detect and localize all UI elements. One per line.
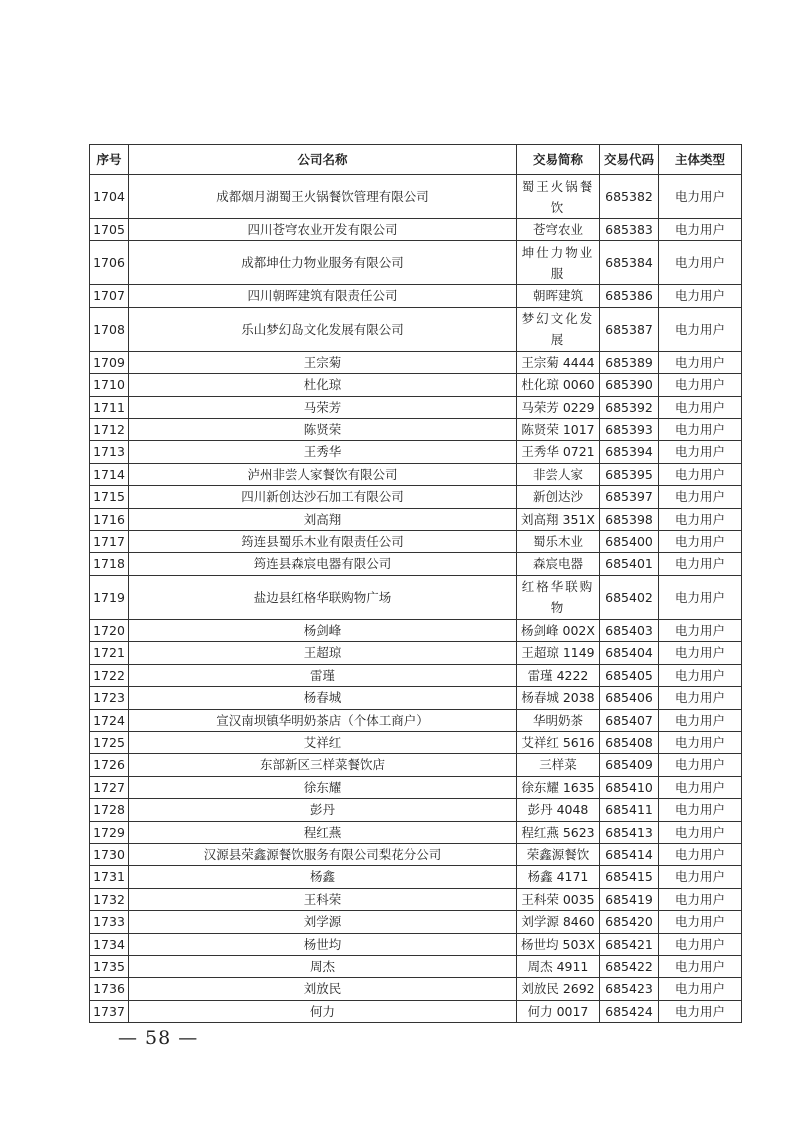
cell-trade-code: 685423 — [600, 978, 659, 1000]
cell-company-name: 东部新区三样菜餐饮店 — [129, 754, 517, 776]
cell-company-name: 成都烟月湖蜀王火锅餐饮管理有限公司 — [129, 175, 517, 219]
cell-seq: 1711 — [90, 396, 129, 418]
header-trade-code: 交易代码 — [600, 145, 659, 175]
header-trade-short-name: 交易简称 — [517, 145, 600, 175]
cell-seq: 1712 — [90, 419, 129, 441]
table-row — [90, 553, 742, 575]
cell-trade-short-name: 雷瑾 4222 — [517, 664, 600, 686]
cell-company-name: 刘高翔 — [129, 508, 517, 530]
table-row — [90, 664, 742, 686]
cell-trade-code: 685411 — [600, 799, 659, 821]
cell-trade-code: 685398 — [600, 508, 659, 530]
cell-trade-short-name: 蜀王火锅餐饮 — [517, 175, 600, 219]
cell-trade-code: 685401 — [600, 553, 659, 575]
cell-trade-code: 685404 — [600, 642, 659, 664]
table-row — [90, 486, 742, 508]
cell-trade-short-name: 徐东耀 1635 — [517, 776, 600, 798]
cell-company-name: 杨鑫 — [129, 866, 517, 888]
cell-seq: 1704 — [90, 175, 129, 219]
cell-trade-short-name: 红格华联购物 — [517, 575, 600, 619]
cell-trade-short-name: 坤仕力物业服 — [517, 241, 600, 285]
cell-entity-type: 电力用户 — [659, 776, 742, 798]
cell-seq: 1729 — [90, 821, 129, 843]
cell-entity-type: 电力用户 — [659, 419, 742, 441]
cell-seq: 1723 — [90, 687, 129, 709]
cell-company-name: 成都坤仕力物业服务有限公司 — [129, 241, 517, 285]
cell-entity-type: 电力用户 — [659, 575, 742, 619]
cell-company-name: 乐山梦幻岛文化发展有限公司 — [129, 307, 517, 351]
cell-seq: 1735 — [90, 955, 129, 977]
cell-company-name: 程红燕 — [129, 821, 517, 843]
cell-trade-short-name: 苍穹农业 — [517, 219, 600, 241]
cell-trade-short-name: 王宗菊 4444 — [517, 351, 600, 373]
cell-trade-code: 685389 — [600, 351, 659, 373]
cell-entity-type: 电力用户 — [659, 219, 742, 241]
table-row — [90, 955, 742, 977]
cell-trade-short-name: 蜀乐木业 — [517, 531, 600, 553]
cell-trade-short-name: 王超琼 1149 — [517, 642, 600, 664]
page-number: — 58 — — [118, 1027, 199, 1049]
company-table — [89, 144, 742, 1023]
cell-trade-code: 685382 — [600, 175, 659, 219]
cell-seq: 1708 — [90, 307, 129, 351]
cell-seq: 1707 — [90, 285, 129, 307]
cell-trade-short-name: 杨鑫 4171 — [517, 866, 600, 888]
cell-entity-type: 电力用户 — [659, 531, 742, 553]
cell-seq: 1713 — [90, 441, 129, 463]
cell-trade-short-name: 程红燕 5623 — [517, 821, 600, 843]
table-row — [90, 419, 742, 441]
cell-trade-short-name: 新创达沙 — [517, 486, 600, 508]
cell-company-name: 筠连县蜀乐木业有限责任公司 — [129, 531, 517, 553]
table-row — [90, 508, 742, 530]
table-row — [90, 799, 742, 821]
table-row — [90, 441, 742, 463]
table-row — [90, 776, 742, 798]
cell-trade-code: 685402 — [600, 575, 659, 619]
cell-trade-code: 685387 — [600, 307, 659, 351]
cell-company-name: 筠连县森宸电器有限公司 — [129, 553, 517, 575]
cell-seq: 1717 — [90, 531, 129, 553]
table-row — [90, 687, 742, 709]
table-row — [90, 175, 742, 219]
cell-seq: 1728 — [90, 799, 129, 821]
cell-company-name: 刘学源 — [129, 911, 517, 933]
cell-seq: 1733 — [90, 911, 129, 933]
cell-trade-short-name: 王秀华 0721 — [517, 441, 600, 463]
cell-company-name: 盐边县红格华联购物广场 — [129, 575, 517, 619]
cell-seq: 1706 — [90, 241, 129, 285]
cell-trade-short-name: 陈贤荣 1017 — [517, 419, 600, 441]
cell-trade-short-name: 杨剑峰 002X — [517, 619, 600, 641]
cell-trade-short-name: 朝晖建筑 — [517, 285, 600, 307]
table-row — [90, 888, 742, 910]
cell-entity-type: 电力用户 — [659, 754, 742, 776]
cell-trade-short-name: 杨春城 2038 — [517, 687, 600, 709]
cell-entity-type: 电力用户 — [659, 799, 742, 821]
cell-entity-type: 电力用户 — [659, 933, 742, 955]
cell-entity-type: 电力用户 — [659, 374, 742, 396]
cell-company-name: 王秀华 — [129, 441, 517, 463]
cell-trade-code: 685392 — [600, 396, 659, 418]
cell-trade-code: 685413 — [600, 821, 659, 843]
cell-trade-code: 685397 — [600, 486, 659, 508]
cell-entity-type: 电力用户 — [659, 642, 742, 664]
header-seq: 序号 — [90, 145, 129, 175]
cell-trade-code: 685390 — [600, 374, 659, 396]
cell-trade-short-name: 三样菜 — [517, 754, 600, 776]
cell-seq: 1705 — [90, 219, 129, 241]
cell-seq: 1727 — [90, 776, 129, 798]
cell-company-name: 徐东耀 — [129, 776, 517, 798]
cell-entity-type: 电力用户 — [659, 486, 742, 508]
cell-trade-code: 685394 — [600, 441, 659, 463]
table-row — [90, 396, 742, 418]
cell-seq: 1715 — [90, 486, 129, 508]
cell-trade-code: 685405 — [600, 664, 659, 686]
cell-entity-type: 电力用户 — [659, 911, 742, 933]
cell-trade-short-name: 何力 0017 — [517, 1000, 600, 1022]
table-row — [90, 866, 742, 888]
table-row — [90, 933, 742, 955]
cell-seq: 1726 — [90, 754, 129, 776]
table-row — [90, 307, 742, 351]
cell-trade-code: 685415 — [600, 866, 659, 888]
cell-trade-code: 685424 — [600, 1000, 659, 1022]
cell-seq: 1720 — [90, 619, 129, 641]
cell-seq: 1709 — [90, 351, 129, 373]
cell-trade-short-name: 非尝人家 — [517, 463, 600, 485]
cell-company-name: 彭丹 — [129, 799, 517, 821]
table-row — [90, 285, 742, 307]
cell-entity-type: 电力用户 — [659, 821, 742, 843]
cell-company-name: 艾祥红 — [129, 731, 517, 753]
cell-company-name: 周杰 — [129, 955, 517, 977]
cell-company-name: 杜化琼 — [129, 374, 517, 396]
cell-entity-type: 电力用户 — [659, 307, 742, 351]
cell-trade-short-name: 荣鑫源餐饮 — [517, 843, 600, 865]
cell-trade-code: 685383 — [600, 219, 659, 241]
cell-trade-code: 685403 — [600, 619, 659, 641]
cell-trade-short-name: 华明奶茶 — [517, 709, 600, 731]
cell-trade-short-name: 艾祥红 5616 — [517, 731, 600, 753]
cell-trade-code: 685420 — [600, 911, 659, 933]
cell-seq: 1710 — [90, 374, 129, 396]
cell-seq: 1714 — [90, 463, 129, 485]
cell-seq: 1722 — [90, 664, 129, 686]
cell-trade-short-name: 马荣芳 0229 — [517, 396, 600, 418]
document-page — [89, 144, 725, 1023]
table-row — [90, 351, 742, 373]
table-row — [90, 978, 742, 1000]
cell-company-name: 杨春城 — [129, 687, 517, 709]
cell-trade-code: 685421 — [600, 933, 659, 955]
cell-company-name: 杨剑峰 — [129, 619, 517, 641]
cell-company-name: 宣汉南坝镇华明奶茶店（个体工商户） — [129, 709, 517, 731]
table-row — [90, 754, 742, 776]
cell-entity-type: 电力用户 — [659, 175, 742, 219]
cell-trade-code: 685384 — [600, 241, 659, 285]
header-entity-type: 主体类型 — [659, 145, 742, 175]
table-row — [90, 709, 742, 731]
cell-entity-type: 电力用户 — [659, 508, 742, 530]
cell-seq: 1734 — [90, 933, 129, 955]
table-row — [90, 821, 742, 843]
cell-company-name: 何力 — [129, 1000, 517, 1022]
cell-entity-type: 电力用户 — [659, 1000, 742, 1022]
cell-company-name: 雷瑾 — [129, 664, 517, 686]
cell-entity-type: 电力用户 — [659, 285, 742, 307]
cell-entity-type: 电力用户 — [659, 396, 742, 418]
cell-trade-short-name: 刘高翔 351X — [517, 508, 600, 530]
table-body — [90, 175, 742, 1023]
cell-entity-type: 电力用户 — [659, 978, 742, 1000]
cell-trade-short-name: 周杰 4911 — [517, 955, 600, 977]
cell-seq: 1719 — [90, 575, 129, 619]
cell-seq: 1724 — [90, 709, 129, 731]
cell-company-name: 王超琼 — [129, 642, 517, 664]
cell-entity-type: 电力用户 — [659, 664, 742, 686]
cell-trade-code: 685400 — [600, 531, 659, 553]
cell-trade-short-name: 森宸电器 — [517, 553, 600, 575]
cell-entity-type: 电力用户 — [659, 687, 742, 709]
cell-trade-code: 685393 — [600, 419, 659, 441]
cell-company-name: 杨世均 — [129, 933, 517, 955]
cell-trade-short-name: 王科荣 0035 — [517, 888, 600, 910]
cell-trade-short-name: 杨世均 503X — [517, 933, 600, 955]
cell-entity-type: 电力用户 — [659, 241, 742, 285]
cell-entity-type: 电力用户 — [659, 955, 742, 977]
header-company-name: 公司名称 — [129, 145, 517, 175]
cell-company-name: 四川新创达沙石加工有限公司 — [129, 486, 517, 508]
cell-entity-type: 电力用户 — [659, 888, 742, 910]
cell-company-name: 王宗菊 — [129, 351, 517, 373]
cell-trade-code: 685407 — [600, 709, 659, 731]
cell-seq: 1732 — [90, 888, 129, 910]
cell-trade-code: 685395 — [600, 463, 659, 485]
table-row — [90, 911, 742, 933]
cell-seq: 1721 — [90, 642, 129, 664]
cell-trade-code: 685422 — [600, 955, 659, 977]
cell-trade-short-name: 梦幻文化发展 — [517, 307, 600, 351]
cell-seq: 1737 — [90, 1000, 129, 1022]
cell-seq: 1725 — [90, 731, 129, 753]
cell-entity-type: 电力用户 — [659, 463, 742, 485]
cell-trade-code: 685406 — [600, 687, 659, 709]
cell-trade-code: 685386 — [600, 285, 659, 307]
table-header-row — [90, 145, 742, 175]
cell-company-name: 泸州非尝人家餐饮有限公司 — [129, 463, 517, 485]
cell-trade-short-name: 彭丹 4048 — [517, 799, 600, 821]
cell-seq: 1736 — [90, 978, 129, 1000]
cell-seq: 1718 — [90, 553, 129, 575]
table-row — [90, 374, 742, 396]
cell-entity-type: 电力用户 — [659, 709, 742, 731]
table-row — [90, 463, 742, 485]
cell-trade-code: 685409 — [600, 754, 659, 776]
cell-entity-type: 电力用户 — [659, 553, 742, 575]
cell-trade-code: 685410 — [600, 776, 659, 798]
cell-seq: 1716 — [90, 508, 129, 530]
cell-trade-short-name: 刘放民 2692 — [517, 978, 600, 1000]
cell-trade-code: 685408 — [600, 731, 659, 753]
cell-seq: 1730 — [90, 843, 129, 865]
cell-trade-short-name: 刘学源 8460 — [517, 911, 600, 933]
cell-company-name: 王科荣 — [129, 888, 517, 910]
table-row — [90, 1000, 742, 1022]
table-row — [90, 575, 742, 619]
table-row — [90, 531, 742, 553]
cell-company-name: 陈贤荣 — [129, 419, 517, 441]
cell-trade-short-name: 杜化琼 0060 — [517, 374, 600, 396]
table-row — [90, 241, 742, 285]
cell-entity-type: 电力用户 — [659, 351, 742, 373]
table-row — [90, 642, 742, 664]
cell-entity-type: 电力用户 — [659, 843, 742, 865]
cell-company-name: 汉源县荣鑫源餐饮服务有限公司梨花分公司 — [129, 843, 517, 865]
cell-trade-code: 685419 — [600, 888, 659, 910]
cell-company-name: 四川苍穹农业开发有限公司 — [129, 219, 517, 241]
table-row — [90, 619, 742, 641]
table-row — [90, 219, 742, 241]
cell-seq: 1731 — [90, 866, 129, 888]
table-row — [90, 731, 742, 753]
cell-trade-code: 685414 — [600, 843, 659, 865]
cell-entity-type: 电力用户 — [659, 441, 742, 463]
cell-entity-type: 电力用户 — [659, 731, 742, 753]
cell-entity-type: 电力用户 — [659, 619, 742, 641]
table-row — [90, 843, 742, 865]
cell-company-name: 马荣芳 — [129, 396, 517, 418]
cell-company-name: 刘放民 — [129, 978, 517, 1000]
cell-entity-type: 电力用户 — [659, 866, 742, 888]
cell-company-name: 四川朝晖建筑有限责任公司 — [129, 285, 517, 307]
